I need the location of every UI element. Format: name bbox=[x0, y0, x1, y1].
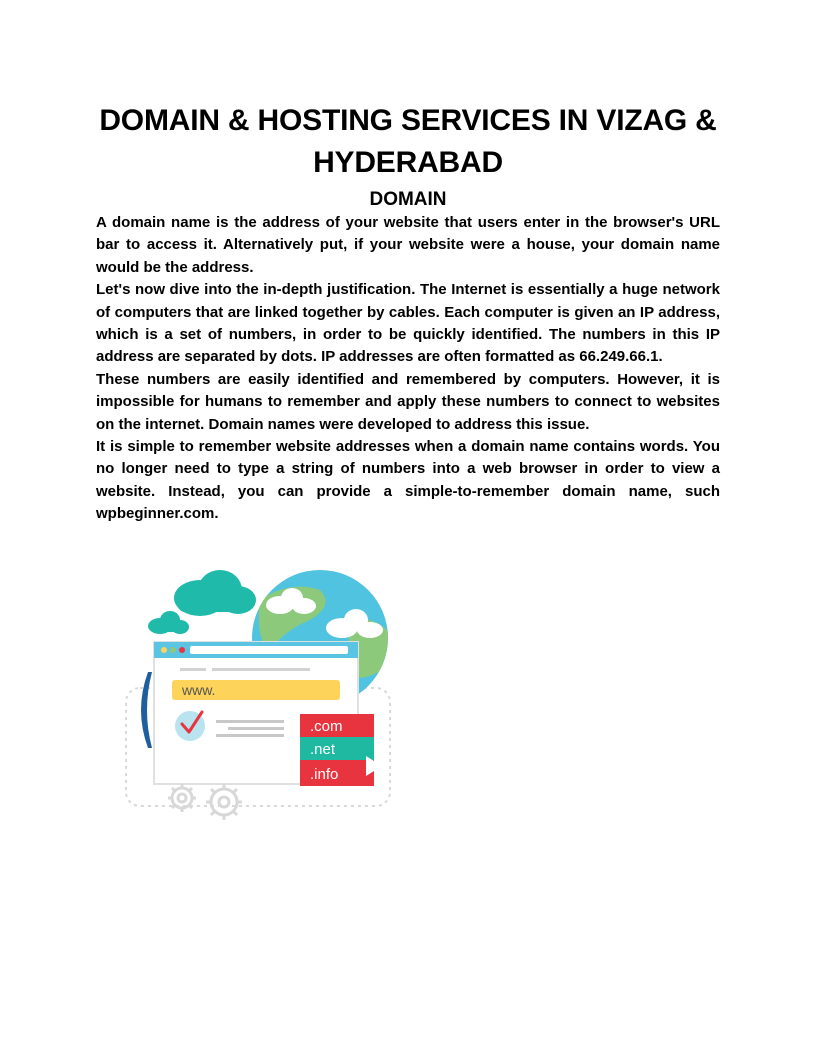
document-page bbox=[96, 100, 720, 526]
tld-list bbox=[300, 714, 382, 786]
document-title: DOMAIN & HOSTING SERVICES IN VIZAG & HYDERABAD bbox=[99, 104, 717, 179]
tld-label-info: .info bbox=[310, 766, 339, 783]
gear-icon bbox=[168, 784, 196, 812]
domain-illustration bbox=[120, 560, 400, 820]
tld-label-net: .net bbox=[310, 741, 336, 758]
paragraph-4: It is simple to remember website addresses when a domain name contains words. You no longer need to type a string of numbers into a web browser in order to view a website. Instead, you can provide a simple-to-remember domain name, such wpbeginner.com. bbox=[96, 438, 720, 523]
blue-side-shape bbox=[141, 672, 152, 748]
paragraph-1: A domain name is the address of your website that users enter in the browser's URL bar to access it. Alternatively put, if your website were a house, your domain name would be the address. bbox=[96, 214, 720, 276]
tld-label-com: .com bbox=[310, 718, 343, 735]
domain-illustration-svg bbox=[120, 560, 400, 820]
section-heading-domain: DOMAIN bbox=[369, 189, 447, 210]
paragraph-2: Let's now dive into the in-depth justification. The Internet is essentially a huge network of computers that are linked together by cables. Each computer is given an IP address, which is a set of numbers, in order to be quickly identified. The numbers in this IP address are separated by dots. IP addresses are often formatted as 66.249.66.1. bbox=[96, 281, 720, 366]
cloud-icon-small bbox=[148, 611, 189, 634]
url-text: www. bbox=[182, 682, 216, 698]
gear-icon-large bbox=[206, 784, 242, 820]
cloud-icon bbox=[174, 570, 256, 616]
paragraph-3: These numbers are easily identified and remembered by computers. However, it is impossible for humans to remember and apply these numbers to connect to websites on the internet. Domain names were developed to address this issue. bbox=[96, 370, 720, 433]
